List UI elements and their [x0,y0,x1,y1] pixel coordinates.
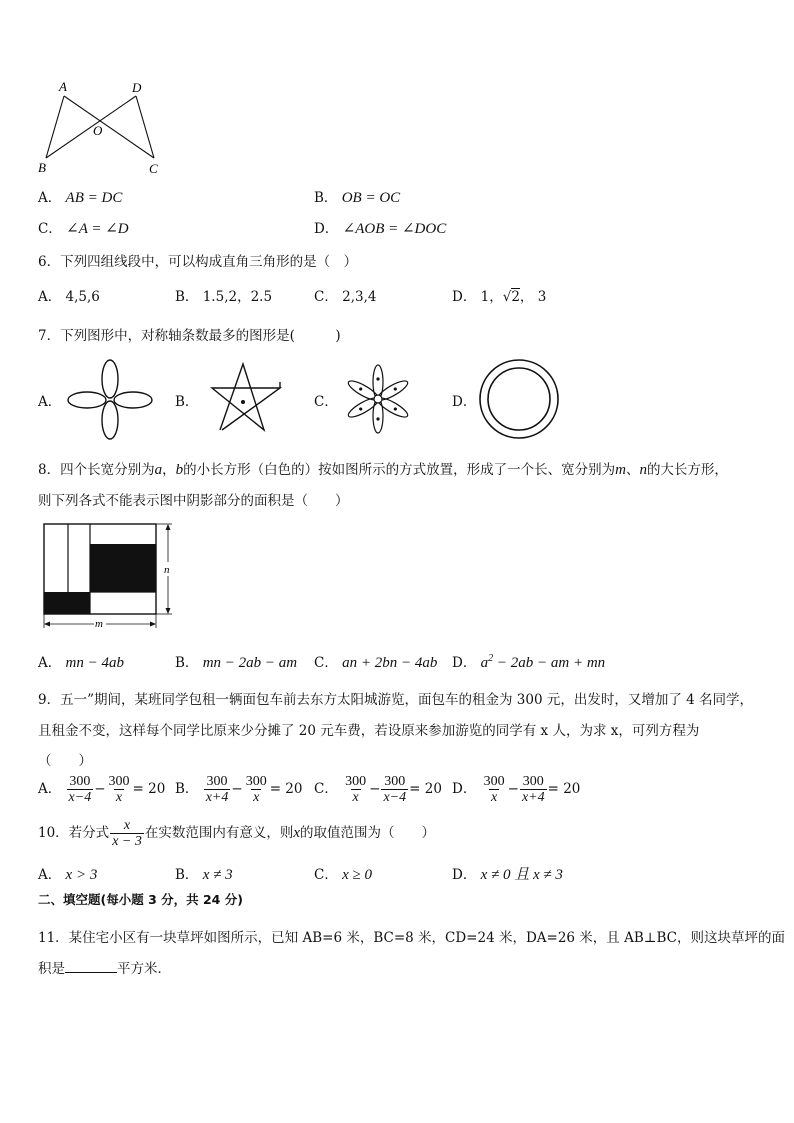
q7-option-a-label: A． [38,394,62,410]
q9-option-c: C． $\frac{300}{x}$ − $\frac{300}{x-4}$ = 20 [314,774,442,805]
q8-stem-line2: 则下列各式不能表示图中阴影部分的面积是（ ） [38,493,349,509]
q7-option-b-label: B． [175,394,199,410]
q8-stem-line1: 8．四个长宽分别为a，b的小长方形（白色的）按如图所示的方式放置，形成了一个长、宽分别为m、n的大长方形， [38,462,728,478]
label-D: D [132,80,142,95]
q10-option-d: D． x ≠ 0 且 x ≠ 3 [452,867,563,883]
q9-option-a: A． $\frac{300}{x-4}$ − $\frac{300}{x}$ = 20 [38,774,166,805]
section-heading: 二、填空题(每小题 3 分，共 24 分) [38,892,243,907]
q10-option-a: A． x > 3 [38,867,98,883]
q6-option-a: A． 4,5,6 [38,289,100,305]
q5-figure [34,78,174,180]
q7-figure-c-six-petal-flower [340,358,416,438]
label-m: m [95,618,103,630]
label-C: C [149,161,158,176]
q10-stem: 10．若分式 $\frac{x}{x - 3}$ 在实数范围内有意义，则x的取值范围为（ ） [38,818,436,849]
q6-option-d: D． 1，√2， 3 [452,289,547,305]
q8-option-b: B． mn − 2ab − am [175,655,298,671]
q8-figure [38,518,178,630]
q7-figure-a-four-petal [66,358,154,442]
q9-option-d: D． $\frac{300}{x}$ − $\frac{300}{x+4}$ = 20 [452,774,581,805]
q6-stem: 6．下列四组线段中，可以构成直角三角形的是（ ） [38,254,358,270]
sqrt-symbol: √ [502,289,512,305]
q6-option-b: B． 1.5,2，2.5 [175,289,273,305]
q8-option-d: D． $a^2 - 2ab$ − am + mn [452,653,606,671]
answer-blank [65,960,117,973]
q5-option-b: B． OB = OC [314,190,401,206]
q11-stem-line2: 积是 平方米． [38,961,171,977]
label-B: B [38,160,46,175]
q7-option-c-label: C． [314,394,338,410]
q8-option-a: A． mn − 4ab [38,655,125,671]
label-A: A [59,79,67,94]
q5-option-c: C． ∠A = ∠D [38,221,129,237]
q11-stem-line1: 11．某住宅小区有一块草坪如图所示，已知 AB=6 米，BC=8 米，CD=24 米，DA=26 米，且 AB⊥BC，则这块草坪的面 [38,930,785,946]
q6-option-c: C． 2,3,4 [314,289,377,305]
q7-option-d-label: D． [452,394,477,410]
q9-option-b: B． $\frac{300}{x+4}$ − $\frac{300}{x}$ = 20 [175,774,303,805]
label-O: O [93,123,103,138]
q7-stem: 7．下列图形中，对称轴条数最多的图形是( ) [38,328,341,344]
q10-option-b: B． x ≠ 3 [175,867,233,883]
q10-option-c: C． x ≥ 0 [314,867,373,883]
q7-figure-d-ring [478,358,560,440]
q7-figure-b-star [206,356,288,436]
q9-stem-line3: （ ） [38,753,92,769]
q9-stem-line2: 且租金不变，这样每个同学比原来少分摊了 20 元车费，若设原来参加游览的同学有 x 人，为求 x，可列方程为 [38,723,700,739]
q8-option-c: C． an + 2bn − 4ab [314,655,438,671]
label-n: n [164,564,170,576]
q5-option-a: A． AB = DC [38,190,123,206]
q9-stem-line1: 9．五一”期间，某班同学包租一辆面包车前去东方太阳城游览，面包车的租金为 300 元，出发时，又增加了 4 名同学， [38,692,754,708]
q5-option-d: D． ∠AOB = ∠DOC [314,221,447,237]
